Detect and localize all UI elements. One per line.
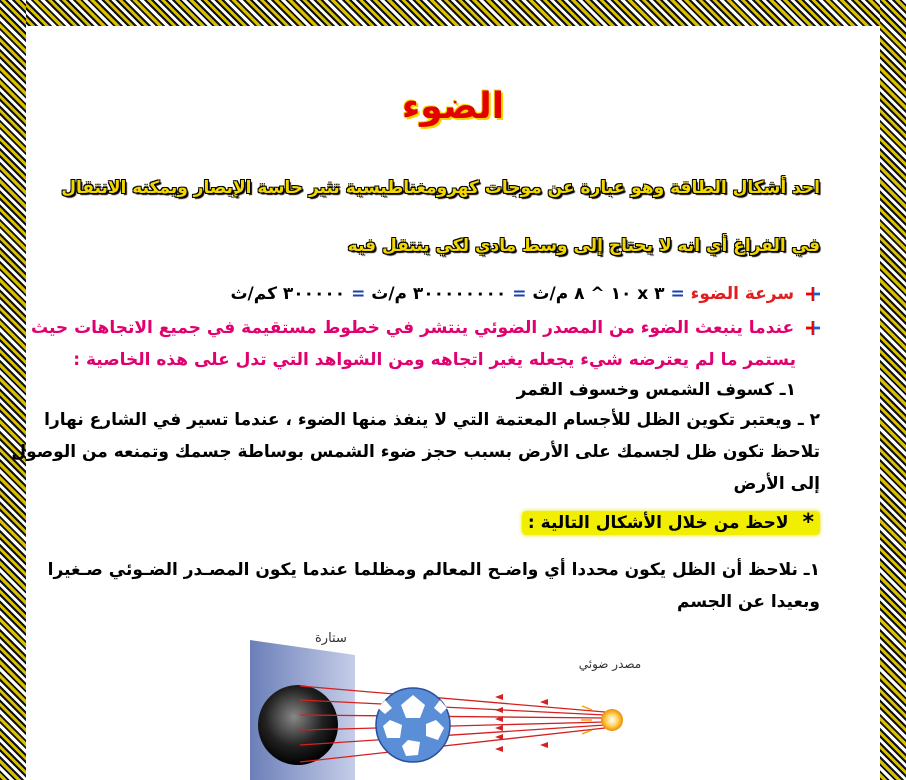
page-title: الضوء: [401, 86, 505, 127]
speed-of-light-row: [230, 284, 820, 304]
decorative-border-top: [0, 0, 906, 26]
observe-row: [522, 510, 820, 535]
note-1-line-1: ١ـ نلاحظ أن الظل يكون محددا أي واضـح المعالم ومظلما عندما يكون المصـدر الضـوئي صـغيرا: [47, 560, 820, 580]
note-1-line-2: وبعيدا عن الجسم: [677, 592, 820, 612]
shadow-circle: [258, 685, 338, 765]
bullet-icon: [806, 287, 820, 301]
equals-sign: =: [512, 284, 527, 304]
star-icon: *: [802, 510, 814, 535]
property-line-1: عندما ينبعث الضوء من المصدر الضوئي ينتشر في خطوط مستقيمة في جميع الاتجاهات حيث: [30, 318, 795, 338]
property-line-2: يستمر ما لم يعترضه شيء يجعله يغير اتجاهه ومن الشواهد التي تدل على هذه الخاصية :: [73, 350, 796, 370]
speed-expression-3: ٣٠٠٠٠٠ كم/ث: [230, 284, 346, 304]
speed-expression-2: ٣٠٠٠٠٠٠٠٠ م/ث: [371, 284, 507, 304]
speed-label: سرعة الضوء: [690, 284, 795, 304]
evidence-item-2-line-3: إلى الأرض: [733, 474, 820, 494]
observe-highlight: [522, 511, 820, 535]
definition-line-2: في الفراغ أي انه لا يحتاج إلى وسط مادي لكي ينتقل فيه: [347, 236, 820, 256]
screen-label: ستارة: [315, 631, 347, 646]
bullet-icon: [806, 321, 820, 335]
evidence-item-1: ١ـ كسوف الشمس وخسوف القمر: [516, 380, 796, 400]
evidence-item-2-line-2: تلاحظ تكون ظل لجسمك على الأرض بسبب حجز ضوء الشمس بوساطة جسمك وتمنعه من الوصول: [11, 442, 820, 462]
equals-sign: =: [670, 284, 685, 304]
shadow-diagram: [220, 620, 660, 780]
source-label: مصدر ضوئي: [578, 657, 642, 671]
property-line-1-row: [31, 318, 820, 338]
definition-line-1: احد أشكال الطاقة وهو عبارة عن موجات كهرومغناطيسية تثير حاسة الإبصار ويمكنه الانتقال: [61, 178, 820, 198]
evidence-item-2-line-1: ٢ ـ ويعتبر تكوين الظل للأجسام المعتمة التي لا ينفذ منها الضوء ، عندما تسير في الشارع نهارا: [44, 410, 820, 430]
observe-label: لاحظ من خلال الأشكال التالية :: [527, 512, 789, 533]
equals-sign: =: [351, 284, 366, 304]
light-source: [601, 709, 623, 731]
speed-expression-1: ٣ x ١٠ ^ ٨ م/ث: [532, 284, 665, 304]
